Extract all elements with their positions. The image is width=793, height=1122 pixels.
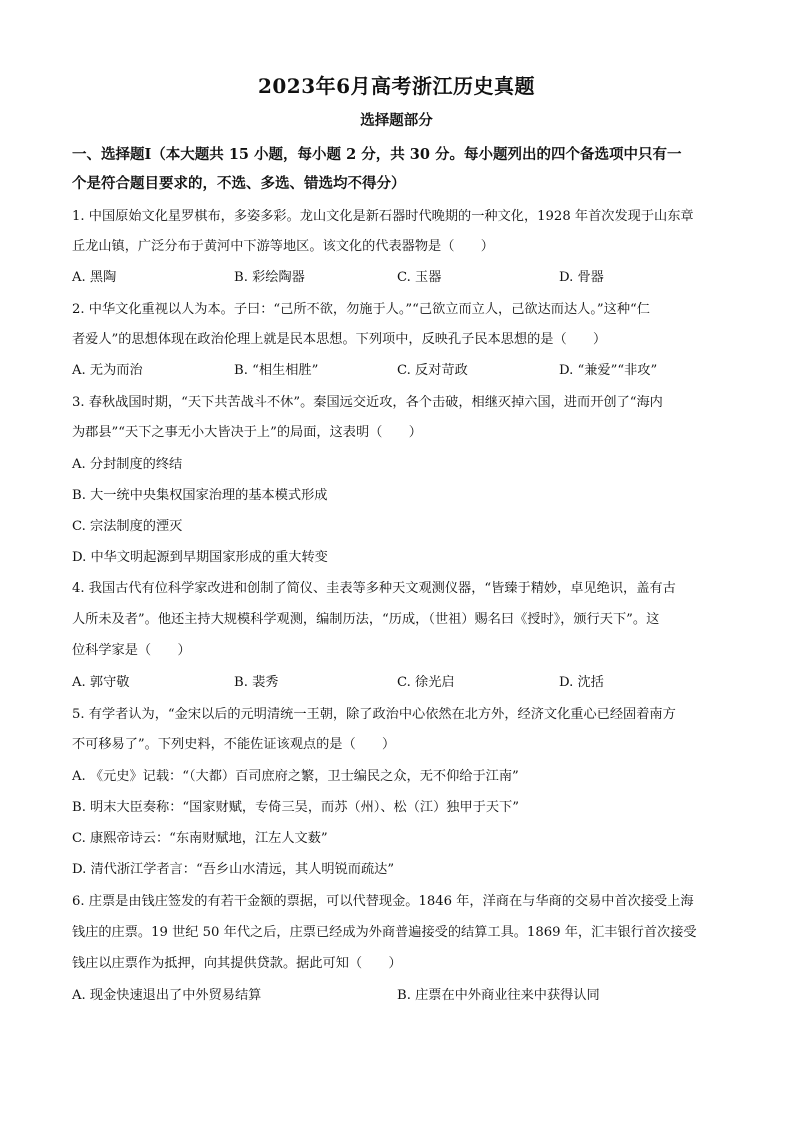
question-text: 2. 中华文化重视以人为本。子曰：“己所不欲，勿施于人。”“己欲立而立人，己欲达而达人。”这种“仁	[72, 302, 650, 317]
question-text: 人所未及者”。他还主持大规模科学观测，编制历法，“历成，（世祖）赐名曰《授时》，颁行天下”。这	[72, 612, 660, 627]
option-a: A. 分封制度的终结	[72, 457, 183, 472]
option-d: D. 清代浙江学者言：“吾乡山水清远，其人明锐而疏达”	[72, 862, 395, 877]
section-subtitle: 选择题部分	[360, 112, 433, 129]
question-text: 者爱人”的思想体现在政治伦理上就是民本思想。下列项中，反映孔子民本思想的是（ ）	[72, 332, 607, 347]
option-c: C. 徐光启	[397, 675, 455, 690]
option-b: B. 彩绘陶器	[234, 270, 305, 285]
question-text: 钱庄以庄票作为抵押，向其提供贷款。据此可知（ ）	[72, 956, 402, 971]
option-c: C. 玉器	[397, 270, 442, 285]
option-b: B. 大一统中央集权国家治理的基本模式形成	[72, 488, 328, 503]
option-a: A. 无为而治	[72, 363, 143, 378]
option-c: C. 宗法制度的湮灭	[72, 519, 183, 534]
option-b: B. “相生相胜”	[234, 363, 319, 378]
option-a: A. 郭守敬	[72, 675, 130, 690]
option-a: A. 《元史》记载：“（大都）百司庶府之繁，卫士编民之众，无不仰给于江南”	[72, 769, 519, 784]
question-text: 位科学家是（ ）	[72, 643, 191, 658]
question-text: 钱庄的庄票。19 世纪 50 年代之后，庄票已经成为外商普遍接受的结算工具。1869 年，汇丰银行首次接受	[72, 925, 697, 940]
option-b: B. 裴秀	[234, 675, 279, 690]
option-b: B. 明末大臣奏称：“国家财赋，专倚三吴，而苏（州）、松（江）独甲于天下”	[72, 800, 519, 815]
option-d: D. 沈括	[559, 675, 604, 690]
option-b: B. 庄票在中外商业往来中获得认同	[397, 988, 600, 1003]
option-d: D. 骨器	[559, 270, 604, 285]
question-text: 丘龙山镇，广泛分布于黄河中下游等地区。该文化的代表器物是（ ）	[72, 239, 494, 254]
option-a: A. 黑陶	[72, 270, 117, 285]
question-text: 不可移易了”。下列史料，不能佐证该观点的是（ ）	[72, 737, 396, 752]
question-text: 1. 中国原始文化星罗棋布，多姿多彩。龙山文化是新石器时代晚期的一种文化，1928 年首次发现于山东章	[72, 209, 694, 224]
question-text: 3. 春秋战国时期，“天下共苦战斗不休”。秦国远交近攻，各个击破，相继灭掉六国，进而开创了“海内	[72, 395, 663, 410]
option-c: C. 反对苛政	[397, 363, 468, 378]
section-header-line: 一、选择题Ⅰ（本大题共 15 小题，每小题 2 分，共 30 分。每小题列出的四个备选项中只有一	[72, 146, 682, 163]
question-text: 6. 庄票是由钱庄签发的有若干金额的票据，可以代替现金。1846 年，洋商在与华商的交易中首次接受上海	[72, 894, 694, 909]
option-c: C. 康熙帝诗云：“东南财赋地，江左人文薮”	[72, 831, 328, 846]
option-d: D. “兼爱”“非攻”	[559, 363, 658, 378]
section-header-line: 个是符合题目要求的，不选、多选、错选均不得分）	[72, 175, 406, 192]
option-a: A. 现金快速退出了中外贸易结算	[72, 988, 262, 1003]
question-text: 为郡县”“天下之事无小大皆决于上”的局面，这表明（ ）	[72, 425, 422, 440]
question-text: 4. 我国古代有位科学家改进和创制了简仪、圭表等多种天文观测仪器，“皆臻于精妙，卓见绝识，盖有古	[72, 581, 676, 596]
option-d: D. 中华文明起源到早期国家形成的重大转变	[72, 550, 328, 565]
page-title: 2023年6月高考浙江历史真题	[257, 74, 536, 98]
question-text: 5. 有学者认为，“金宋以后的元明清统一王朝，除了政治中心依然在北方外，经济文化重心已经固着南方	[72, 707, 676, 722]
